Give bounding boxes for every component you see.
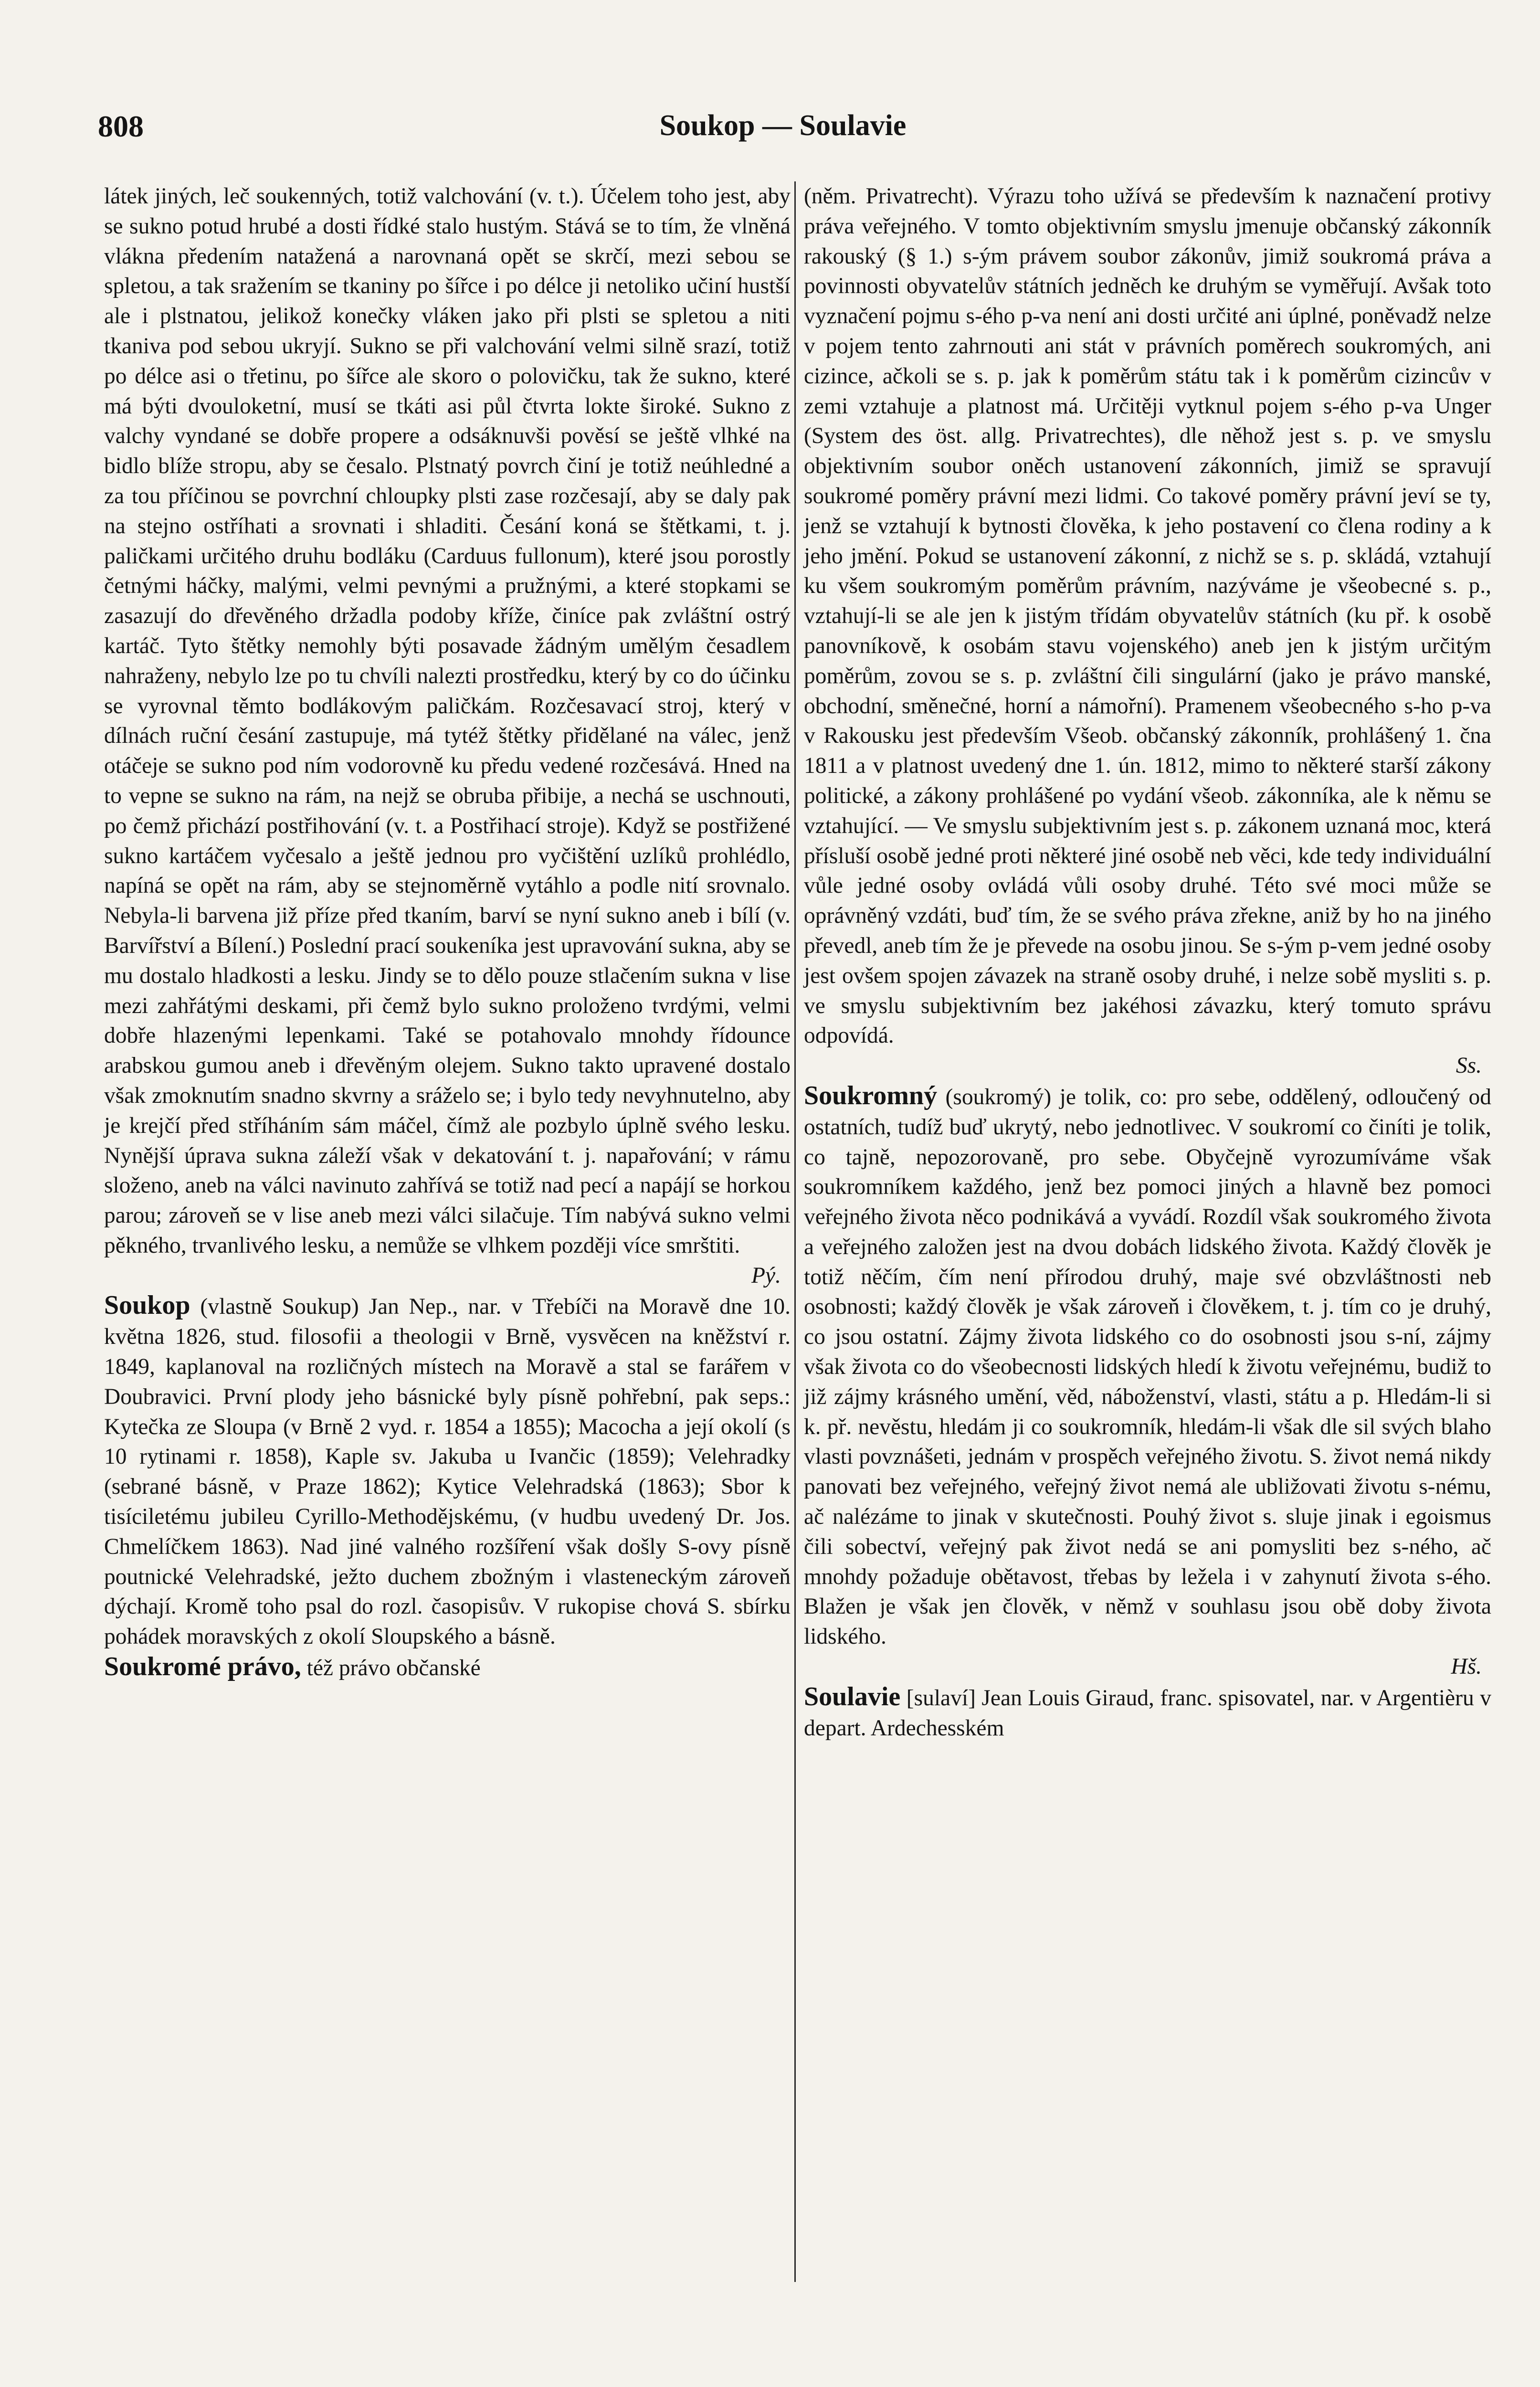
- author-signature: Pý.: [751, 1263, 781, 1288]
- entry-headword: Soukromný: [804, 1080, 938, 1110]
- entry-text: látek jiných, leč soukenných, totiž valchování (v. t.). Účelem toho jest, aby se sukno potud hrubé a dosti řídké stalo hustým. Stává se to tím, že vlněná vlákna předením natažená a narovnaná opět se skrčí, mezi sebou se spletou, a tak sražením se tkaniny po šířce i po délce ji netoliko učiní hustší ale i plstnatou, jelikož konečky vláken jako při plsti se spletou a niti tkaniva pod sebou ukryjí. Sukno se při valchování velmi silně srazí, totiž po délce asi o třetinu, po šířce ale skoro o polovičku, tak že sukno, které má býti dvouloketní, musí se tkáti asi půl čtvrta lokte široké. Sukno z valchy vyndané se dobře propere a odsáknuvši pověsí se ještě vlhké na bidlo blíže stropu, aby se česalo. Plstnatý povrch činí je totiž neúhledné a za tou příčinou se povrchní chloupky plsti zase rozčesají, aby se daly pak na stejno ostříhati a srovnati i shladiti. Česání koná se štětkami, t. j. paličkami určitého druhu bodláku (Carduus fullonum), které jsou porostly četnými háčky, malými, velmi pevnými a pružnými, a které stopkami se zasazují do dřevěného držadla podoby kříže, činíce pak zvláštní ostrý kartáč. Tyto štětky nemohly býti posavade žádným umělým česadlem nahraženy, nebylo lze po tu chvíli nalezti prostředku, který by co do účinku se vyrovnal těmto bodlákovým paličkám. Rozčesavací stroj, který v dílnách ruční česání zastupuje, má tytéž štětky přidělané na válec, jenž otáčeje se sukno pod ním vodorovně ku předu vedené rozčesává. Hned na to vepne se sukno na rám, na nejž se obruba přibije, a nechá se uschnouti, po čemž přichází postřihování (v. t. a Postřihací stroje). Když se postřižené sukno kartáčem vyčesalo a ještě jednou pro vyčištění uzlíků prohlédlo, napíná se opět na rám, aby se stejnoměrně vytáhlo a podle nití srovnalo. Nebyla-li barvena již příze před tkaním, barví se nyní sukno aneb i bílí (v. Barvířství a Bílení.) Poslední prací soukeníka jest upravování sukna, aby se mu dostalo hladkosti a lesku. Jindy se to dělo pouze stlačením sukna v lise mezi zahřátými deskami, při čemž bylo sukno proloženo tvrdými, velmi dobře hlazenými lepenkami. Také se potahovalo mnohdy řídounce arabskou gumou aneb i dřevěným olejem. Sukno takto upravené dostalo však zmoknutím snadno skvrny a sráželo se; i bylo tedy nevyhnutelno, aby je krejčí před stříháním sám máčel, čímž ale pozbylo úplně svého lesku. Nynější úprava sukna záleží však v dekatování t. j. napařování; v rámu složeno, aneb na válci navinuto zahřívá se totiž nad pecí a napájí se horkou parou; zároveň se v lise aneb mezi válci silačuje. Tím nabývá sukno velmi pěkného, trvanlivého lesku, a nemůže se vlhkem později více smrštiti.: [104, 184, 791, 1258]
- entry-continuation-valchovani: [104, 181, 791, 1290]
- page-number: 808: [98, 109, 144, 143]
- entry-soukromny: [804, 1081, 1491, 1682]
- author-signature: Ss.: [1456, 1053, 1482, 1078]
- entry-soulavie: [804, 1682, 1491, 1743]
- entry-continuation-soukrome-pravo: [804, 181, 1491, 1081]
- running-head: Soukop — Soulavie: [659, 109, 907, 142]
- right-column: [804, 181, 1491, 1743]
- entry-text: též právo občanské: [301, 1656, 481, 1681]
- entry-text: (soukromý) je tolik, co: pro sebe, oddělený, odloučený od ostatních, tudíž buď ukrytý, nebo jednotlivec. V soukromí co činíti je tolik, co tajně, nepozorovaně, pro sebe. Obyčejně vyrozumíváme však soukromníkem každého, jenž bez pomoci jiných a hlavně bez pomoci veřejného života něco podnikává a vyvádí. Rozdíl však soukromého života a veřejného založen jest na dvou dobách lidského života. Každý člověk je totiž něčím, čím není přírodou druhý, maje své obzvláštnosti neb osobnosti; každý člověk je však zároveň i člověkem, t. j. tím co je druhý, co jsou ostatní. Zájmy života lidského co do osobnosti jsou s-ní, zájmy však života co do všeobecnosti lidských hledí k životu veřejnému, budiž to již zájmy krásného umění, věd, náboženství, vlasti, státu a p. Hledám-li si k. př. nevěstu, hledám ji co soukromník, hledám-li však dle sil svých blaho vlasti povznášeti, jednám v prospěch veřejného životu. S. život nemá nikdy panovati bez veřejného, veřejný život nemá ale ubližovati životu s-nému, ač nalézáme to jinak v skutečnosti. Pouhý život s. sluje jinak i egoismus čili sobectví, veřejný pak život nedá se ani pomysliti bez s-ného, ač mnohdy požaduje obětavost, třebas by ležela i v zahynutí života s-ého. Blažen je však jen člověk, v němž v souhlasu jsou obě doby života lidského.: [804, 1084, 1491, 1649]
- column-divider: [794, 181, 796, 2282]
- entry-soukop: [104, 1290, 791, 1652]
- entry-text: [sulaví] Jean Louis Giraud, franc. spisovatel, nar. v Argentièru v depart. Ardechesském: [804, 1685, 1491, 1741]
- entry-headword: Soukromé právo,: [104, 1652, 301, 1682]
- entry-text: (vlastně Soukup) Jan Nep., nar. v Třebíči na Moravě dne 10. května 1826, stud. filosofii a theologii v Brně, vysvěcen na kněžství r. 1849, kaplanoval na rozličných místech na Moravě a stal se farářem v Doubravici. První plody jeho básnické byly písně pohřební, pak seps.: Kytečka ze Sloupa (v Brně 2 vyd. r. 1854 a 1855); Macocha a její okolí (s 10 rytinami r. 1858), Kaple sv. Jakuba u Ivančic (1859); Velehradky (sebrané básně, v Praze 1862); Kytice Velehradská (1863); Sbor k tisíciletému jubileu Cyrillo-Methodějskému, (v hudbu uvedený Dr. Jos. Chmelíčkem 1863). Nad jiné valného rozšíření však došly S-ovy písně poutnické Velehradské, ježto duchem zbožným i vlasteneckým zároveň dýchají. Kromě toho psal do rozl. časopisův. V rukopise chová S. sbírku pohádek moravských z okolí Sloupského a básně.: [104, 1294, 791, 1649]
- entry-headword: Soukop: [104, 1290, 190, 1320]
- author-signature: Hš.: [1451, 1654, 1482, 1679]
- entry-soukrome-pravo: [104, 1652, 791, 1683]
- entry-text: (něm. Privatrecht). Výrazu toho užívá se především k naznačení protivy práva veřejného. V tomto objektivním smyslu jmenuje občanský zákonník rakouský (§ 1.) s-ým právem soubor zákonův, jimiž soukromá práva a povinnosti obyvatelův státních jedněch ke druhým se vyměřují. Avšak toto vyznačení pojmu s-ého p-va není ani dosti určité ani úplné, poněvadž nelze v pojem tento zahrnouti ani stát v právních poměrech soukromých, ani cizince, ačkoli se s. p. jak k poměrům státu tak i k poměrům cizincův v zemi vztahuje a platnost má. Určitěji vytknul pojem s-ého p-va Unger (System des öst. allg. Privatrechtes), dle něhož jest s. p. ve smyslu objektivním soubor oněch ustanovení zákonních, jimiž se spravují soukromé poměry právní mezi lidmi. Co takové poměry právní jeví se ty, jenž se vztahují k bytnosti člověka, k jeho postavení co člena rodiny a k jeho jmění. Pokud se ustanovení zákonní, z nichž se s. p. skládá, vztahují ku všem soukromým poměrům právním, nazýváme je všeobecné s. p., vztahují-li se ale jen k jistým třídám obyvatelův státních (ku př. k osobě panovníkově, k osobám stavu vojenského) aneb jen k jistým určitým poměrům, zovou se s. p. zvláštní čili singulární (jako je právo manské, obchodní, směnečné, horní a námořní). Pramenem všeobecného s-ho p-va v Rakousku jest především Všeob. občanský zákonník, prohlášený 1. čna 1811 a v platnost uvedený dne 1. ún. 1812, mimo to některé starší zákony politické, a zákony prohlášené po vydání všeob. zákonníka, ale k němu se vztahující. — Ve smyslu subjektivním jest s. p. zákonem uznaná moc, která přísluší osobě jedné proti některé jiné osobě neb věci, kde tedy individuální vůle jedné osoby ovládá vůli osoby druhé. Této své moci může se oprávněný vzdáti, buď tím, že se svého práva zřekne, aniž by ho na jiného převedl, aneb tím že je převede na osobu jinou. Se s-ým p-vem jedné osoby jest ovšem spojen závazek na straně osoby druhé, i nelze sobě mysliti s. p. ve smyslu subjektivním bez jakéhosi závazku, který tomuto správu odpovídá.: [804, 184, 1491, 1048]
- left-column: [104, 181, 791, 1683]
- entry-headword: Soulavie: [804, 1681, 901, 1711]
